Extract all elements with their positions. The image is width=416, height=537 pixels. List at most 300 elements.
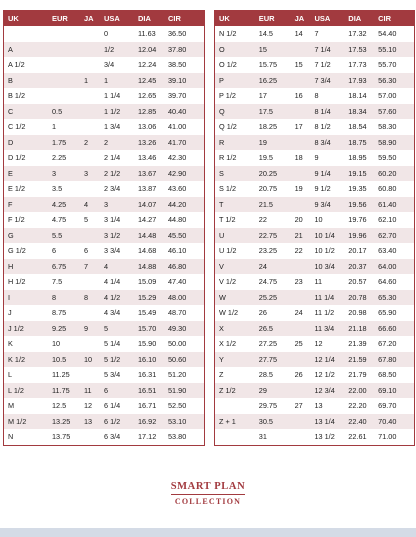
cell-cir: 53.10 [168,414,204,430]
cell-dia: 22.20 [348,401,367,411]
cell-ja: 17 [294,122,303,132]
cell-eur: 1.75 [52,135,84,151]
cell-dia: 17.73 [348,60,367,70]
cell-cir: 46.10 [168,246,187,256]
cell-uk: C [4,104,52,120]
table-row [215,181,414,197]
table-row [215,259,414,275]
cell-dia: 12.24 [138,60,157,70]
cell-uk [215,398,259,414]
cell-dia: 12.65 [138,91,157,101]
cell-eur: 15 [259,42,295,58]
cell-usa: 9 [314,153,319,163]
cell-cir: 52.50 [168,401,187,411]
cell-eur [52,88,84,104]
cell-dia: 22.40 [348,414,378,430]
cell-cir: 67.80 [378,352,414,368]
header-eur: EUR [259,11,295,26]
cell-eur: 24.75 [258,277,278,287]
cell-usa: 2 1/4 [104,153,121,163]
table-row [215,119,414,135]
cell-usa: 7 [314,29,319,39]
cell-usa: 8 3/4 [314,135,348,151]
cell-cir: 63.40 [378,246,397,256]
cell-uk: C 1/2 [8,122,26,132]
cell-dia: 14.48 [138,228,168,244]
cell-ja [295,135,315,151]
table-row [215,398,414,414]
cell-dia: 17.32 [348,29,367,39]
cell-eur: 20.25 [259,166,295,182]
table-row [215,73,414,89]
cell-ja: 3 [84,166,104,182]
cell-ja: 8 [84,290,104,306]
cell-usa: 5 1/4 [104,339,121,349]
cell-cir: 56.30 [378,73,414,89]
header-ja: JA [84,11,104,26]
cell-cir: 65.90 [378,308,397,318]
cell-cir: 60.80 [378,184,397,194]
table-row [4,197,204,213]
cell-usa: 12 1/2 [314,370,335,380]
header-eur: EUR [52,11,84,26]
cell-dia: 12.04 [138,42,168,58]
cell-ja: 12 [84,401,93,411]
cell-eur [52,57,84,73]
cell-dia: 19.56 [348,197,378,213]
cell-ja [84,305,104,321]
cell-uk: U [215,228,259,244]
cell-usa: 12 [314,339,323,349]
cell-cir: 42.30 [168,153,187,163]
cell-ja [295,42,315,58]
cell-uk: E [4,166,52,182]
cell-uk: E 1/2 [8,184,26,194]
cell-ja [295,290,315,306]
table-row [215,57,414,73]
table-row [4,398,204,414]
cell-eur: 21.5 [259,197,295,213]
cell-eur: 1 [52,122,57,132]
cell-cir: 66.60 [378,321,414,337]
cell-uk: H 1/2 [8,277,26,287]
cell-ja [295,166,315,182]
cell-ja: 13 [84,414,104,430]
cell-usa: 6 1/2 [104,414,138,430]
cell-dia: 19.76 [348,215,367,225]
cell-dia: 16.31 [138,370,157,380]
table-row [4,57,204,73]
cell-uk: O [215,42,259,58]
cell-uk: I [4,290,52,306]
cell-usa: 3 3/4 [104,246,121,256]
cell-cir: 45.50 [168,228,204,244]
table-row [215,228,414,244]
cell-eur: 11.25 [52,370,70,380]
cell-eur: 3 [52,166,84,182]
cell-dia: 18.75 [348,135,378,151]
header-usa: USA [104,11,138,26]
cell-uk: Z + 1 [215,414,259,430]
cell-uk: M [8,401,15,411]
size-table-left [3,10,205,446]
cell-usa: 2 1/2 [104,166,138,182]
cell-usa: 0 [104,29,109,39]
cell-ja: 19 [294,184,303,194]
cell-ja: 18 [294,153,303,163]
cell-eur: 29 [259,383,295,399]
cell-usa: 4 3/4 [104,308,121,318]
cell-ja: 9 [84,321,104,337]
header-usa: USA [314,11,348,26]
cell-cir: 36.50 [168,29,187,39]
header-ja: JA [295,11,315,26]
cell-usa: 13 1/4 [314,414,348,430]
cell-eur: 24 [259,259,295,275]
cell-dia: 11.63 [138,29,156,39]
cell-cir: 55.70 [378,60,397,70]
cell-cir: 62.70 [378,228,414,244]
cell-cir: 58.30 [378,122,397,132]
table-row [4,228,204,244]
cell-uk: W 1/2 [219,308,239,318]
cell-dia: 15.90 [138,339,157,349]
cell-usa: 7 3/4 [314,73,348,89]
cell-uk: P [215,73,259,89]
cell-usa: 4 [104,259,138,275]
cell-dia: 13.06 [138,122,157,132]
cell-cir: 51.90 [168,383,204,399]
cell-usa: 8 1/2 [314,122,331,132]
cell-uk: J [8,308,12,318]
cell-usa: 7 1/2 [314,60,331,70]
cell-dia: 21.59 [348,352,378,368]
cell-eur: 26.5 [259,321,295,337]
cell-ja: 26 [294,370,303,380]
cell-ja: 4 [84,197,104,213]
cell-usa: 9 1/2 [314,184,331,194]
cell-usa: 1 3/4 [104,122,121,132]
cell-cir: 44.20 [168,197,204,213]
table-row [4,26,204,42]
table-row [215,26,414,42]
table-row [215,42,414,58]
cell-ja [84,88,104,104]
table-row [4,212,204,228]
cell-uk: N [8,432,14,442]
cell-cir: 48.70 [168,308,187,318]
cell-uk: H [4,259,52,275]
table-row [4,429,204,445]
cell-ja [295,104,315,120]
cell-dia: 15.70 [138,321,168,337]
table-row [215,367,414,383]
cell-usa: 12 1/4 [314,352,348,368]
cell-cir: 64.60 [378,277,397,287]
cell-eur: 4.25 [52,197,84,213]
cell-ja [84,336,104,352]
cell-usa: 6 3/4 [104,432,121,442]
cell-cir: 47.40 [168,277,187,287]
cell-ja [84,150,104,166]
cell-eur: 9.25 [52,321,84,337]
cell-dia: 14.88 [138,259,168,275]
cell-ja: 10 [84,352,104,368]
cell-ja: 27 [294,401,303,411]
cell-uk: T [215,197,259,213]
cell-usa: 12 3/4 [314,383,348,399]
cell-dia: 12.45 [138,73,168,89]
cell-ja [295,321,315,337]
cell-usa: 4 1/2 [104,290,138,306]
cell-cir: 54.40 [378,29,397,39]
cell-dia: 16.71 [138,401,157,411]
cell-usa: 2 3/4 [104,184,121,194]
table-row [4,367,204,383]
brand-divider [171,494,245,495]
cell-dia: 22.61 [348,432,367,442]
cell-uk [215,429,259,445]
cell-dia: 15.49 [138,308,157,318]
table-header-row [4,11,204,26]
cell-cir: 68.50 [378,370,397,380]
cell-cir: 53.80 [168,432,187,442]
cell-ja: 25 [294,339,303,349]
cell-dia: 18.34 [348,104,378,120]
cell-cir: 37.80 [168,42,204,58]
brand-logo [0,481,416,506]
cell-ja: 21 [295,228,315,244]
table-row [215,429,414,445]
cell-eur: 15.75 [258,60,278,70]
cell-ja [84,181,104,197]
cell-dia: 20.17 [348,246,367,256]
table-row [215,104,414,120]
cell-dia: 20.98 [348,308,367,318]
cell-ja [84,119,104,135]
cell-usa: 7 1/4 [314,42,348,58]
cell-usa: 11 1/2 [314,308,335,318]
table-row [4,259,204,275]
table-row [215,212,414,228]
cell-eur: 30.5 [259,414,295,430]
cell-eur: 10 [52,339,61,349]
cell-uk: L 1/2 [4,383,52,399]
cell-cir: 65.30 [378,290,414,306]
cell-ja: 14 [294,29,303,39]
cell-cir: 39.10 [168,73,204,89]
table-row [215,135,414,151]
table-header-row [215,11,414,26]
cell-ja [295,429,315,445]
cell-dia: 18.14 [348,91,367,101]
cell-dia: 16.51 [138,383,168,399]
cell-ja [295,383,315,399]
table-row [4,181,204,197]
cell-usa: 10 3/4 [314,259,348,275]
cell-uk: T 1/2 [219,215,236,225]
cell-cir: 61.40 [378,197,414,213]
cell-uk: R 1/2 [219,153,237,163]
cell-eur [52,26,84,42]
cell-dia: 13.87 [138,184,157,194]
table-row [4,352,204,368]
cell-cir: 67.20 [378,339,397,349]
cell-cir: 57.60 [378,104,414,120]
brand-collection: COLLECTION [174,497,242,506]
size-table-right [214,10,415,446]
cell-ja: 16 [294,91,303,101]
cell-usa: 10 1/2 [314,246,335,256]
cell-cir: 55.10 [378,42,414,58]
cell-eur: 25.25 [259,290,295,306]
cell-eur: 19.5 [258,153,273,163]
cell-eur: 3.5 [52,184,63,194]
cell-eur: 6 [52,246,57,256]
cell-usa: 5 [104,321,138,337]
cell-cir: 38.50 [168,60,187,70]
cell-eur: 5.5 [52,228,84,244]
cell-ja: 5 [84,215,89,225]
cell-dia: 13.26 [138,135,168,151]
cell-usa: 6 [104,383,138,399]
cell-uk: O 1/2 [219,60,237,70]
cell-cir: 64.00 [378,259,414,275]
cell-eur: 11.75 [52,383,84,399]
cell-eur: 0.5 [52,104,84,120]
cell-eur: 28.5 [258,370,273,380]
header-cir: CIR [168,11,204,26]
cell-uk: F [4,197,52,213]
table-row [4,274,204,290]
header-uk: UK [4,11,52,26]
cell-uk: S [215,166,259,182]
table-row [4,135,204,151]
cell-ja [84,42,104,58]
cell-dia: 21.39 [348,339,367,349]
header-dia: DIA [138,11,168,26]
table-row [4,336,204,352]
cell-dia: 22.00 [348,383,378,399]
cell-ja: 15 [294,60,303,70]
cell-ja [295,73,315,89]
cell-eur: 18.25 [258,122,278,132]
cell-uk: B 1/2 [8,91,26,101]
cell-cir: 49.30 [168,321,204,337]
cell-uk: R [215,135,259,151]
table-row [215,274,414,290]
table-row [4,414,204,430]
cell-dia: 13.67 [138,166,168,182]
cell-usa: 9 3/4 [314,197,348,213]
cell-ja [295,352,315,368]
cell-cir: 69.70 [378,401,397,411]
table-row [215,321,414,337]
cell-usa: 4 1/4 [104,277,121,287]
cell-dia: 17.12 [138,432,157,442]
cell-ja [295,414,315,430]
cell-uk: X 1/2 [219,339,237,349]
cell-uk: Q 1/2 [219,122,237,132]
cell-uk: M 1/2 [4,414,52,430]
cell-cir: 43.60 [168,184,187,194]
cell-usa: 3 1/2 [104,228,138,244]
cell-dia: 19.96 [348,228,378,244]
cell-dia: 16.10 [138,352,168,368]
cell-cir: 40.40 [168,104,204,120]
cell-eur: 27.25 [258,339,278,349]
cell-dia: 21.18 [348,321,378,337]
cell-dia: 14.68 [138,246,157,256]
cell-eur: 17.5 [259,104,295,120]
table-row [4,73,204,89]
cell-ja: 6 [84,246,89,256]
cell-uk: K [8,339,13,349]
cell-dia: 14.27 [138,215,157,225]
cell-usa: 2 [104,135,138,151]
cell-uk: V 1/2 [219,277,237,287]
table-row [4,88,204,104]
cell-uk: L [8,370,13,380]
cell-dia: 19.35 [348,184,367,194]
cell-ja [84,274,104,290]
cell-ja [295,259,315,275]
cell-dia: 15.09 [138,277,157,287]
table-row [4,243,204,259]
cell-uk: U 1/2 [219,246,237,256]
cell-usa: 8 [314,91,319,101]
cell-ja [84,57,104,73]
cell-eur: 19 [259,135,295,151]
cell-eur: 8.75 [52,308,67,318]
table-row [4,150,204,166]
cell-dia: 13.46 [138,153,157,163]
cell-dia: 16.92 [138,414,168,430]
cell-cir: 44.80 [168,215,187,225]
cell-dia: 18.95 [348,153,367,163]
table-row [215,150,414,166]
table-row [4,321,204,337]
cell-ja [84,104,104,120]
cell-eur: 8 [52,290,84,306]
cell-uk: Q [215,104,259,120]
table-row [215,197,414,213]
cell-cir: 50.00 [168,339,187,349]
cell-usa: 6 1/4 [104,401,121,411]
cell-eur: 23.25 [258,246,278,256]
cell-usa: 5 1/2 [104,352,138,368]
bottom-band [0,528,416,537]
cell-cir: 57.00 [378,91,397,101]
cell-dia: 19.15 [348,166,378,182]
cell-cir: 71.00 [378,432,397,442]
cell-dia: 17.53 [348,42,378,58]
cell-uk: V [215,259,259,275]
cell-cir: 41.00 [168,122,187,132]
cell-ja [84,367,104,383]
cell-usa: 3/4 [104,60,115,70]
cell-eur: 31 [258,432,267,442]
header-uk: UK [215,11,259,26]
table-row [215,336,414,352]
cell-eur: 29.75 [258,401,278,411]
cell-eur: 22 [258,215,267,225]
cell-eur: 12.5 [52,401,67,411]
cell-usa: 8 1/4 [314,104,348,120]
cell-uk: F 1/2 [8,215,25,225]
cell-cir: 60.20 [378,166,414,182]
brand-name: SMART PLAN [170,481,246,492]
